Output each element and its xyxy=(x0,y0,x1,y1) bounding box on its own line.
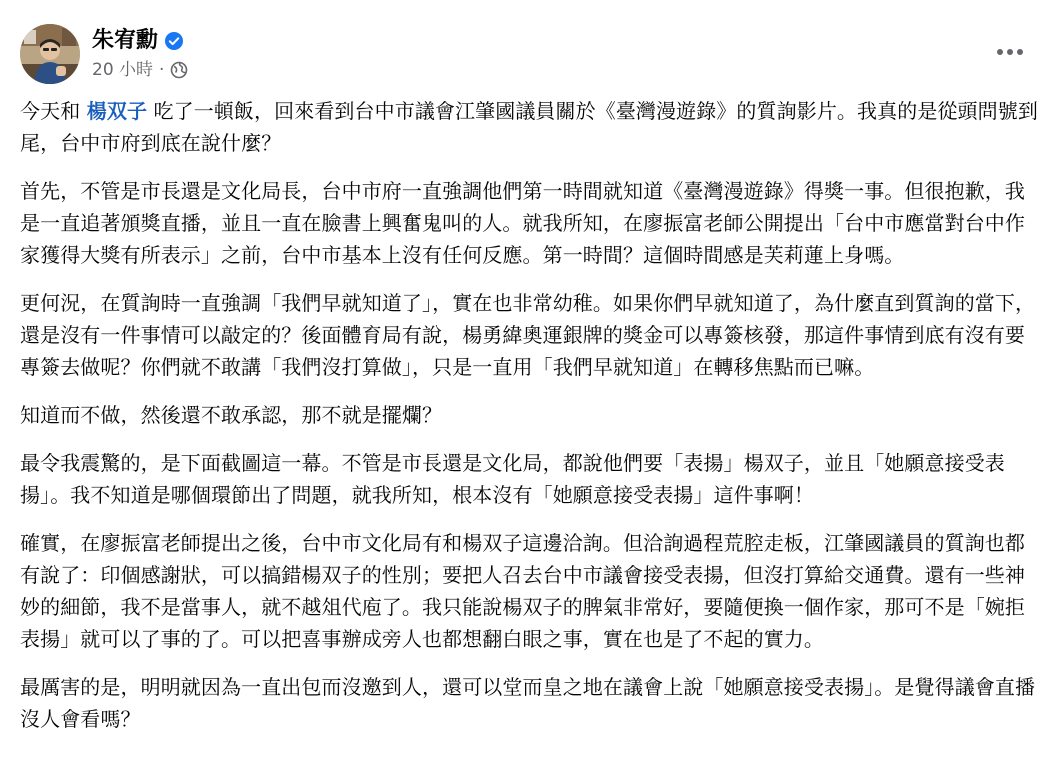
post-paragraph-7: 最厲害的是，明明就因為一直出包而沒邀到人，還可以堂而皇之地在議會上說「她願意接受表揚」。是覺得議會直播沒人會看嗎？ xyxy=(20,675,1036,731)
post-paragraph-3: 更何況，在質詢時一直強調「我們早就知道了」，實在也非常幼稚。如果你們早就知道了，為什麼直到質詢的當下，還是沒有一件事情可以敲定的？後面體育局有說，楊勇緯奧運銀牌的獎金可以專簽核發，那這件事情到底有沒有要專簽去做呢？你們就不敢講「我們沒打算做」，只是一直用「我們早就知道」在轉移焦點而已嘛。 xyxy=(20,291,1036,379)
paragraph-text: 吃了一頓飯，回來看到台中市議會江肇國議員關於《臺灣漫遊錄》的質詢影片。我真的是從頭問號到尾，台中市府到底在說什麼？ xyxy=(20,99,1038,155)
post-meta xyxy=(92,58,188,82)
author-row xyxy=(92,26,188,56)
more-options-button[interactable] xyxy=(988,34,1032,70)
post-body xyxy=(20,95,1038,751)
post-header xyxy=(20,24,1038,88)
post-paragraph-5: 最令我震驚的，是下面截圖這一幕。不管是市長還是文化局，都說他們要「表揚」楊双子，並且「她願意接受表揚」。我不知道是哪個環節出了問題，就我所知，根本沒有「她願意接受表揚」這件事啊！ xyxy=(20,451,1005,507)
author-block xyxy=(92,26,188,82)
post-paragraph-6: 確實，在廖振富老師提出之後，台中市文化局有和楊双子這邊洽詢。但洽詢過程荒腔走板，江肇國議員的質詢也都有說了：印個感謝狀，可以搞錯楊双子的性別；要把人召去台中市議會接受表揚，但沒打算給交通費。還有一些神妙的細節，我不是當事人，就不越俎代庖了。我只能說楊双子的脾氣非常好，要隨便換一個作家，那可不是「婉拒表揚」就可以了事的了。可以把喜事辦成旁人也都想翻白眼之事，實在也是了不起的實力。 xyxy=(20,531,1025,651)
mention-link[interactable]: 楊双子 xyxy=(86,99,148,123)
more-options-icon xyxy=(997,49,1023,55)
post-paragraph-4: 知道而不做，然後還不敢承認，那不就是擺爛？ xyxy=(20,403,443,427)
meta-separator: · xyxy=(159,60,165,80)
post-paragraph-2: 首先，不管是市長還是文化局長，台中市府一直強調他們第一時間就知道《臺灣漫遊錄》得獎一事。但很抱歉，我是一直追著頒獎直播，並且一直在臉書上興奮鬼叫的人。就我所知，在廖振富老師公開提出「台中市應當對台中作家獲得大獎有所表示」之前，台中市基本上沒有任何反應。第一時間？這個時間感是芙莉蓮上身嗎。 xyxy=(20,179,1025,267)
verified-badge-icon xyxy=(164,31,184,51)
author-name[interactable]: 朱宥勳 xyxy=(92,28,159,53)
post-paragraph-1 xyxy=(20,95,1038,159)
globe-icon[interactable] xyxy=(170,61,188,79)
author-avatar-photo xyxy=(20,24,80,84)
author-avatar[interactable] xyxy=(20,24,80,84)
post-timestamp[interactable]: 20 小時 xyxy=(92,60,154,80)
paragraph-text: 今天和 xyxy=(20,99,87,123)
